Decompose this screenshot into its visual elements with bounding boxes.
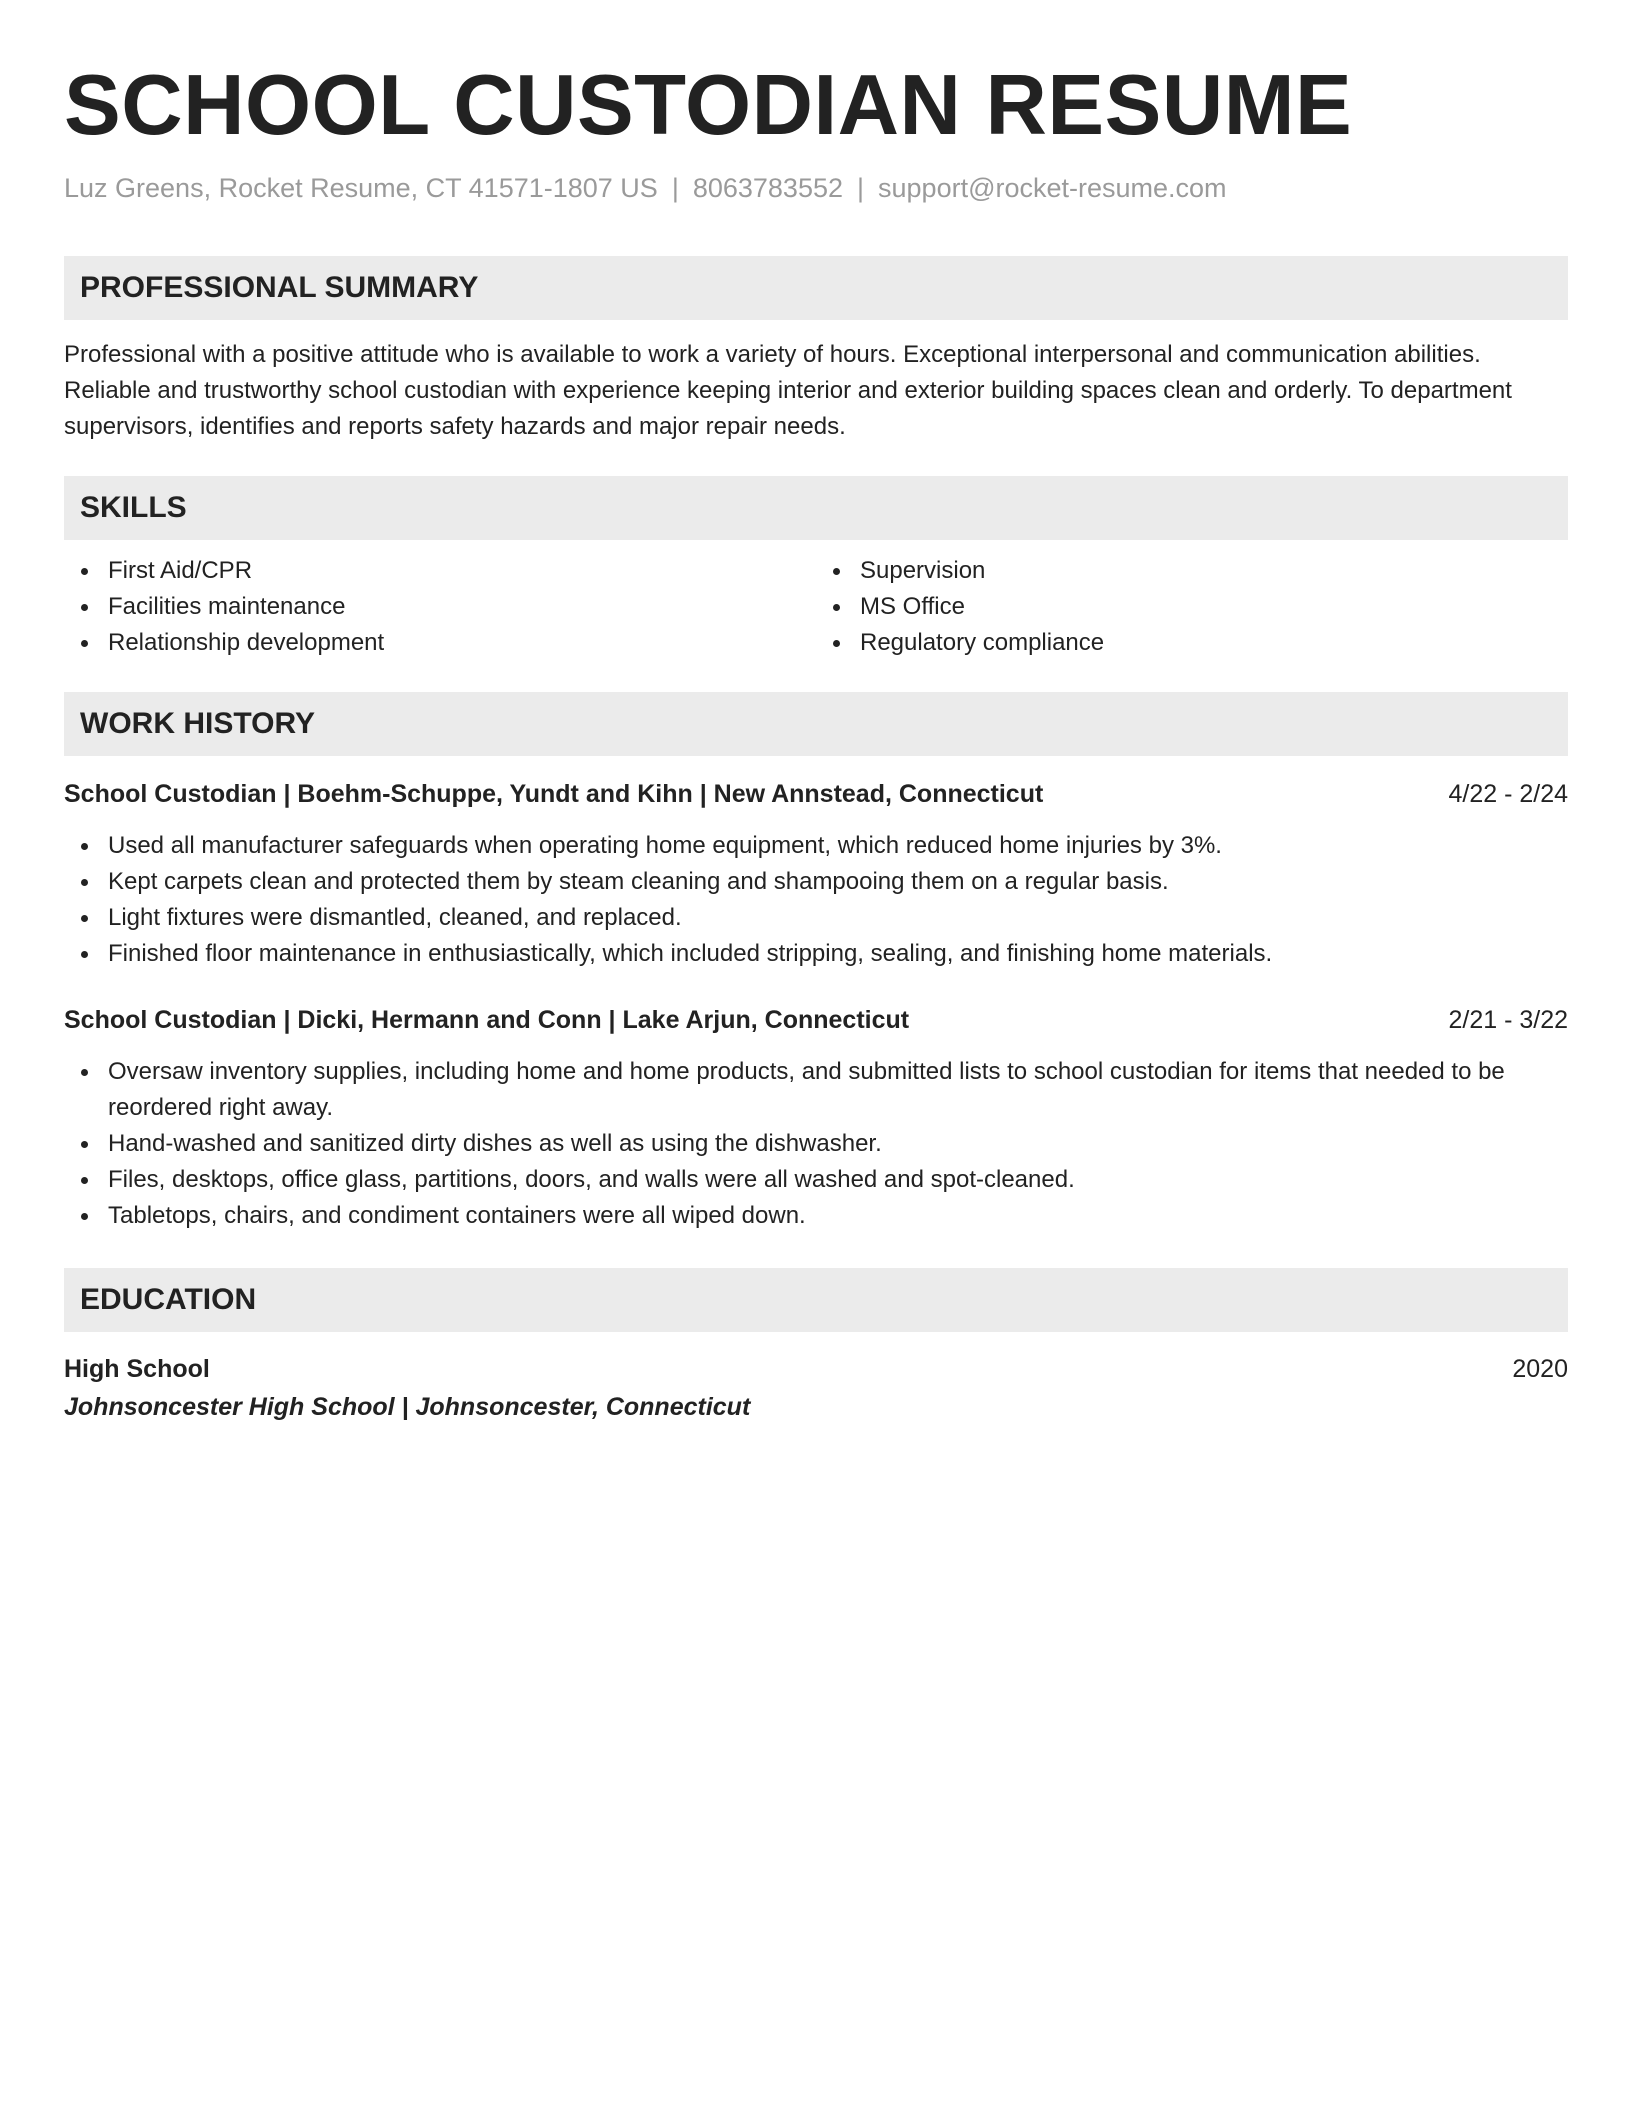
job-title: School Custodian | Dicki, Hermann and Conn | Lake Arjun, Connecticut xyxy=(64,1006,910,1034)
job-title: School Custodian | Boehm-Schuppe, Yundt and Kihn | New Annstead, Connecticut xyxy=(64,780,1044,808)
job-entry xyxy=(64,1002,1568,1234)
job-dates: 2/21 - 3/22 xyxy=(1448,1006,1568,1034)
job-bullet: Light fixtures were dismantled, cleaned, and replaced. xyxy=(64,900,1568,936)
section-title: WORK HISTORY xyxy=(80,707,316,740)
education-header xyxy=(64,1350,1568,1388)
job-bullet: Used all manufacturer safeguards when operating home equipment, which reduced home injuries by 3%. xyxy=(64,828,1568,864)
job-bullet: Hand-washed and sanitized dirty dishes as well as using the dishwasher. xyxy=(64,1126,1568,1162)
job-bullet: Files, desktops, office glass, partitions, doors, and walls were all washed and spot-cleaned. xyxy=(64,1162,1568,1198)
skill-item: Regulatory compliance xyxy=(816,625,1568,661)
job-header xyxy=(64,1002,1568,1038)
education-school: Johnsoncester High School | Johnsoncester, Connecticut xyxy=(64,1393,751,1421)
section-header-summary xyxy=(64,256,1568,320)
skills-grid xyxy=(64,553,1568,661)
contact-separator: | xyxy=(857,173,865,203)
section-title: EDUCATION xyxy=(80,1283,257,1316)
skill-item: First Aid/CPR xyxy=(64,553,816,589)
education-entry xyxy=(64,1350,1568,1426)
contact-email: support@rocket-resume.com xyxy=(878,173,1227,203)
section-header-education xyxy=(64,1268,1568,1332)
skills-column-left xyxy=(64,553,816,661)
skill-item: Relationship development xyxy=(64,625,816,661)
job-bullet: Kept carpets clean and protected them by steam cleaning and shampooing them on a regular basis. xyxy=(64,864,1568,900)
job-header xyxy=(64,776,1568,812)
section-header-skills xyxy=(64,476,1568,540)
section-header-work xyxy=(64,692,1568,756)
skill-item: Facilities maintenance xyxy=(64,589,816,625)
section-title: SKILLS xyxy=(80,491,187,524)
resume-title: SCHOOL CUSTODIAN RESUME xyxy=(64,58,1353,153)
skill-item: Supervision xyxy=(816,553,1568,589)
contact-separator: | xyxy=(671,173,679,203)
skills-column-right xyxy=(816,553,1568,661)
skill-item: MS Office xyxy=(816,589,1568,625)
job-entry xyxy=(64,776,1568,972)
job-bullet: Finished floor maintenance in enthusiastically, which included stripping, sealing, and finishing home materials. xyxy=(64,936,1568,972)
job-bullet: Tabletops, chairs, and condiment containers were all wiped down. xyxy=(64,1198,1568,1234)
contact-line xyxy=(64,170,1568,206)
contact-phone: 8063783552 xyxy=(692,173,843,203)
job-bullets xyxy=(64,1054,1568,1234)
education-year: 2020 xyxy=(1512,1355,1568,1383)
job-bullets xyxy=(64,828,1568,972)
education-degree: High School xyxy=(64,1355,210,1383)
job-bullet: Oversaw inventory supplies, including home and home products, and submitted lists to school custodian for items that needed to be reordered right away. xyxy=(64,1054,1568,1126)
contact-address: Luz Greens, Rocket Resume, CT 41571-1807 US xyxy=(64,173,658,203)
summary-text: Professional with a positive attitude who is available to work a variety of hours. Exceptional interpersonal and communication abilities. Reliable and trustworthy school custodian with experience keeping interior and exterior building spaces clean and orderly. To department supervisors, identifies and reports safety hazards and major repair needs. xyxy=(64,341,1512,440)
section-title: PROFESSIONAL SUMMARY xyxy=(80,271,479,304)
job-dates: 4/22 - 2/24 xyxy=(1448,780,1568,808)
